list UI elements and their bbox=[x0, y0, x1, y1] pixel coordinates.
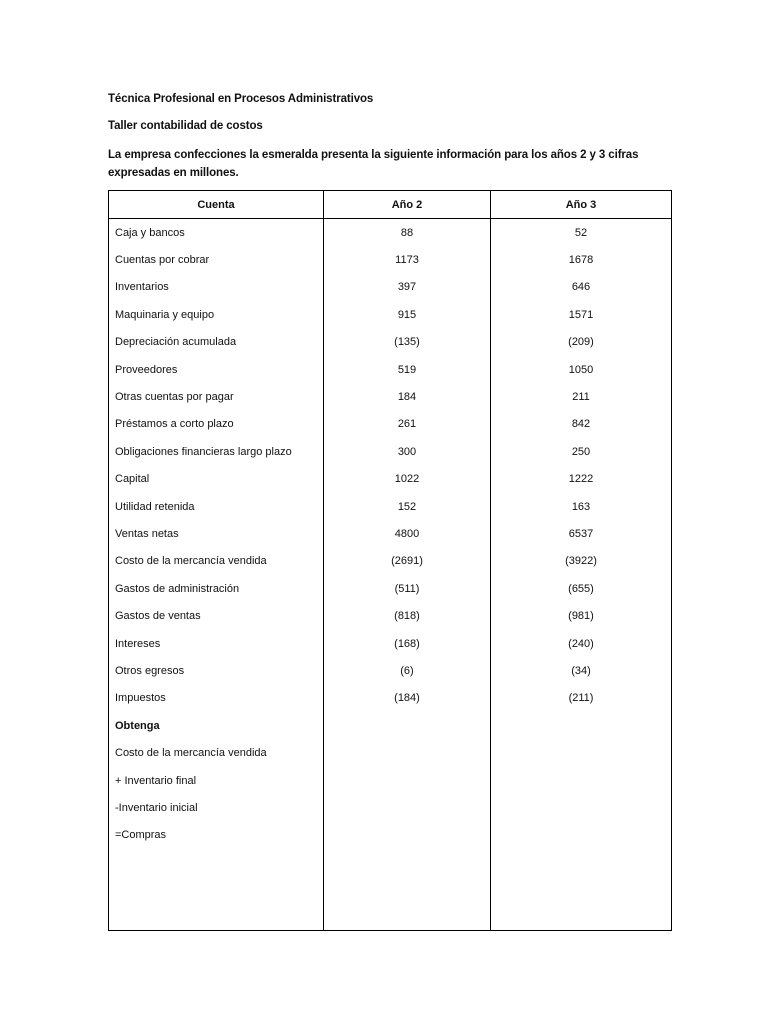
year-2-value-cell: (2691) bbox=[324, 548, 491, 575]
obtain-item-cell: Costo de la mercancía vendida bbox=[109, 739, 324, 766]
empty-cell bbox=[491, 739, 672, 766]
year-2-value-cell: 261 bbox=[324, 411, 491, 438]
obtain-heading-row bbox=[109, 712, 672, 739]
account-name-cell: Capital bbox=[109, 466, 324, 493]
table-row bbox=[109, 657, 672, 684]
table-row bbox=[109, 274, 672, 301]
empty-cell bbox=[491, 767, 672, 794]
account-name-cell: Otras cuentas por pagar bbox=[109, 383, 324, 410]
empty-cell bbox=[324, 767, 491, 794]
empty-cell bbox=[324, 794, 491, 821]
account-name-cell: Otros egresos bbox=[109, 657, 324, 684]
year-2-value-cell: (168) bbox=[324, 630, 491, 657]
year-2-value-cell: 184 bbox=[324, 383, 491, 410]
table-row bbox=[109, 602, 672, 629]
table-row bbox=[109, 219, 672, 247]
table-row bbox=[109, 575, 672, 602]
year-3-value-cell: (3922) bbox=[491, 548, 672, 575]
account-name-cell: Gastos de ventas bbox=[109, 602, 324, 629]
year-2-value-cell: 4800 bbox=[324, 520, 491, 547]
year-2-value-cell: 519 bbox=[324, 356, 491, 383]
year-3-value-cell: 52 bbox=[491, 219, 672, 247]
year-3-value-cell: 163 bbox=[491, 493, 672, 520]
obtain-item-cell: -Inventario inicial bbox=[109, 794, 324, 821]
empty-cell bbox=[109, 849, 324, 931]
obtain-item-row bbox=[109, 767, 672, 794]
year-3-value-cell: 250 bbox=[491, 438, 672, 465]
empty-cell bbox=[324, 849, 491, 931]
year-3-value-cell: 1050 bbox=[491, 356, 672, 383]
year-2-value-cell: 1022 bbox=[324, 466, 491, 493]
table-row bbox=[109, 685, 672, 712]
program-title: Técnica Profesional en Procesos Administrativos bbox=[108, 93, 374, 105]
table-row bbox=[109, 246, 672, 273]
year-2-value-cell: (818) bbox=[324, 602, 491, 629]
account-name-cell: Préstamos a corto plazo bbox=[109, 411, 324, 438]
year-2-value-cell: 1173 bbox=[324, 246, 491, 273]
empty-cell bbox=[324, 712, 491, 739]
account-name-cell: Intereses bbox=[109, 630, 324, 657]
column-header-ano-3: Año 3 bbox=[491, 191, 672, 219]
year-2-value-cell: (511) bbox=[324, 575, 491, 602]
column-header-ano-2: Año 2 bbox=[324, 191, 491, 219]
account-name-cell: Cuentas por cobrar bbox=[109, 246, 324, 273]
empty-cell bbox=[324, 739, 491, 766]
year-3-value-cell: (981) bbox=[491, 602, 672, 629]
table-row bbox=[109, 329, 672, 356]
obtain-heading-cell: Obtenga bbox=[109, 712, 324, 739]
year-3-value-cell: (655) bbox=[491, 575, 672, 602]
table-row bbox=[109, 411, 672, 438]
obtain-item-row bbox=[109, 822, 672, 849]
account-name-cell: Depreciación acumulada bbox=[109, 329, 324, 356]
empty-cell bbox=[324, 822, 491, 849]
year-3-value-cell: (211) bbox=[491, 685, 672, 712]
account-name-cell: Caja y bancos bbox=[109, 219, 324, 247]
table-row bbox=[109, 466, 672, 493]
account-name-cell: Ventas netas bbox=[109, 520, 324, 547]
year-3-value-cell: 646 bbox=[491, 274, 672, 301]
obtain-item-row bbox=[109, 794, 672, 821]
year-3-value-cell: (34) bbox=[491, 657, 672, 684]
account-name-cell: Obligaciones financieras largo plazo bbox=[109, 438, 324, 465]
table-row bbox=[109, 438, 672, 465]
year-2-value-cell: 88 bbox=[324, 219, 491, 247]
blank-filler-row bbox=[109, 849, 672, 931]
year-3-value-cell: 1222 bbox=[491, 466, 672, 493]
column-header-cuenta: Cuenta bbox=[109, 191, 324, 219]
empty-cell bbox=[491, 849, 672, 931]
table-header-row bbox=[109, 191, 672, 219]
year-2-value-cell: (184) bbox=[324, 685, 491, 712]
table-row bbox=[109, 356, 672, 383]
workshop-title: Taller contabilidad de costos bbox=[108, 120, 263, 132]
table-row bbox=[109, 383, 672, 410]
year-3-value-cell: 1678 bbox=[491, 246, 672, 273]
empty-cell bbox=[491, 712, 672, 739]
year-2-value-cell: (135) bbox=[324, 329, 491, 356]
empty-cell bbox=[491, 822, 672, 849]
year-2-value-cell: 152 bbox=[324, 493, 491, 520]
year-3-value-cell: 1571 bbox=[491, 301, 672, 328]
year-2-value-cell: 915 bbox=[324, 301, 491, 328]
table-row bbox=[109, 301, 672, 328]
year-3-value-cell: 211 bbox=[491, 383, 672, 410]
intro-paragraph: La empresa confecciones la esmeralda presenta la siguiente información para los años 2 y 3 cifras expresadas en millones. bbox=[108, 149, 639, 179]
year-2-value-cell: 300 bbox=[324, 438, 491, 465]
year-3-value-cell: 6537 bbox=[491, 520, 672, 547]
table-row bbox=[109, 520, 672, 547]
table-row bbox=[109, 493, 672, 520]
year-2-value-cell: 397 bbox=[324, 274, 491, 301]
table-row bbox=[109, 548, 672, 575]
year-3-value-cell: (209) bbox=[491, 329, 672, 356]
account-name-cell: Maquinaria y equipo bbox=[109, 301, 324, 328]
empty-cell bbox=[491, 794, 672, 821]
table-row bbox=[109, 630, 672, 657]
account-name-cell: Gastos de administración bbox=[109, 575, 324, 602]
account-name-cell: Impuestos bbox=[109, 685, 324, 712]
year-3-value-cell: 842 bbox=[491, 411, 672, 438]
account-name-cell: Inventarios bbox=[109, 274, 324, 301]
obtain-item-cell: =Compras bbox=[109, 822, 324, 849]
year-3-value-cell: (240) bbox=[491, 630, 672, 657]
accounts-table bbox=[108, 190, 672, 931]
account-name-cell: Utilidad retenida bbox=[109, 493, 324, 520]
account-name-cell: Costo de la mercancía vendida bbox=[109, 548, 324, 575]
account-name-cell: Proveedores bbox=[109, 356, 324, 383]
obtain-item-row bbox=[109, 739, 672, 766]
year-2-value-cell: (6) bbox=[324, 657, 491, 684]
obtain-item-cell: + Inventario final bbox=[109, 767, 324, 794]
